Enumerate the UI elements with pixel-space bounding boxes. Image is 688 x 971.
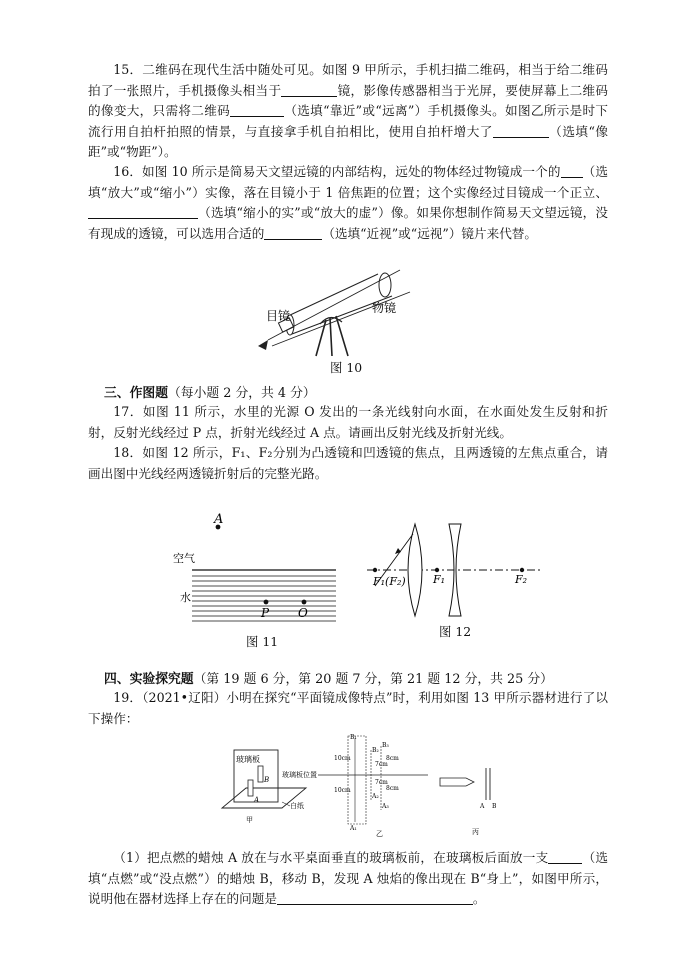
svg-text:10cm: 10cm [334, 787, 351, 794]
section-3-heading: 三、作图题（每小题 2 分，共 4 分） [104, 386, 316, 401]
label-eyepiece: 目镜 [266, 309, 291, 323]
label-f1f2: F₁(F₂) [373, 575, 406, 588]
question-19-part-1: （1）把点燃的蜡烛 A 放在与水平桌面垂直的玻璃板前，在玻璃板后面放一支 （选填“点燃”或“没点燃”）的蜡烛 B，移动 B，发现 A 烛焰的像出现在 B“身上”，如图甲所示，说明他在器材选择上存在的问题是 。 [88, 850, 608, 906]
svg-text:A: A [214, 512, 224, 527]
label-objective: 物镜 [372, 301, 397, 315]
question-15: 15．二维码在现代生活中随处可见。如图 9 甲所示，手机扫描二维码，相当于给二维码拍了一张照片，手机摄像头相当于 镜，影像传感器相当于光屏，要使屏幕上二维码的像变大，只需将二维码 （选填“靠近”或“远离”）手机摄像头。如图乙所示是时下流行用自拍杆拍照的情景，与直接拿手机自拍相比，使用自拍杆增大了 （选填“像距”或“物距”）。 [88, 62, 609, 159]
answer-blank[interactable] [230, 104, 284, 117]
answer-blank[interactable] [264, 227, 322, 240]
label-air: 空气 [173, 552, 195, 565]
svg-text:8cm: 8cm [386, 785, 399, 792]
label-glass: 玻璃板 [236, 755, 260, 764]
point-o [302, 600, 307, 605]
section-4-heading: 四、实验探究题（第 19 题 6 分，第 20 题 7 分，第 21 题 12 分，共 25 分） [104, 672, 553, 687]
question-18: 18．如图 12 所示，F₁、F₂分别为凸透镜和凹透镜的焦点，且两透镜的左焦点重合，请画出图中光线经两透镜折射后的完整光路。 [88, 445, 608, 481]
figure-11-water [170, 510, 350, 630]
label-paper: 白纸 [290, 802, 304, 810]
figure-10-caption: 图 10 [330, 360, 363, 375]
svg-text:A₂: A₂ [372, 793, 379, 800]
label-water: 水 [180, 591, 191, 604]
question-17: 17．如图 11 所示，水里的光源 O 发出的一条光线射向水面，在水面处发生反射和折射，反射光线经过 P 点，折射光线经过 A 点。请画出反射光线及折射光线。 [88, 404, 608, 440]
svg-text:10cm: 10cm [334, 755, 351, 762]
svg-text:7cm: 7cm [375, 779, 388, 786]
svg-text:乙: 乙 [376, 830, 383, 838]
point-p [264, 600, 269, 605]
question-19-intro: 19．（2021•辽阳）小明在探究“平面镜成像特点”时，利用如图 13 甲所示器材进行了以下操作： [88, 690, 608, 726]
svg-text:7cm: 7cm [375, 761, 388, 768]
figure-12-caption: 图 12 [439, 624, 472, 639]
svg-text:B₁: B₁ [350, 734, 357, 741]
answer-blank[interactable] [493, 125, 549, 138]
answer-blank[interactable] [281, 84, 337, 97]
label-glass-pos: 玻璃板位置 [282, 771, 317, 779]
label-f1: F₁ [433, 573, 446, 586]
svg-text:B: B [264, 776, 270, 784]
svg-text:A₁: A₁ [350, 825, 357, 832]
answer-blank[interactable] [561, 165, 583, 178]
svg-text:B: B [492, 803, 497, 810]
figure-11-caption: 图 11 [246, 634, 279, 649]
answer-blank[interactable] [277, 892, 473, 905]
answer-blank[interactable] [548, 851, 582, 864]
svg-text:A₃: A₃ [382, 803, 389, 810]
svg-text:丙: 丙 [472, 828, 479, 836]
svg-text:O: O [298, 606, 308, 620]
figure-10-telescope [250, 262, 430, 357]
label-f2: F₂ [515, 573, 528, 586]
svg-text:P: P [261, 606, 270, 620]
svg-text:B₃: B₃ [382, 742, 389, 749]
figure-12-lenses [365, 520, 545, 620]
figure-13-plane-mirror [218, 730, 508, 840]
question-16: 16．如图 10 所示是简易天文望远镜的内部结构，远处的物体经过物镜成一个的 （选填“放大”或“缩小”）实像，落在目镜小于 1 倍焦距的位置；这个实像经过目镜成一个正立、（选填“缩小的实”或“放大的虚”）像。如果你想制作简易天文望远镜，没有现成的透镜，可以选用合适的 （选填“近视”或“远视”）镜片来代替。 [88, 164, 608, 241]
svg-text:甲: 甲 [246, 816, 253, 824]
answer-blank[interactable] [88, 206, 198, 219]
svg-text:A: A [480, 803, 485, 810]
svg-text:B₂: B₂ [372, 747, 379, 754]
svg-text:8cm: 8cm [386, 755, 399, 762]
svg-text:A: A [254, 796, 260, 804]
